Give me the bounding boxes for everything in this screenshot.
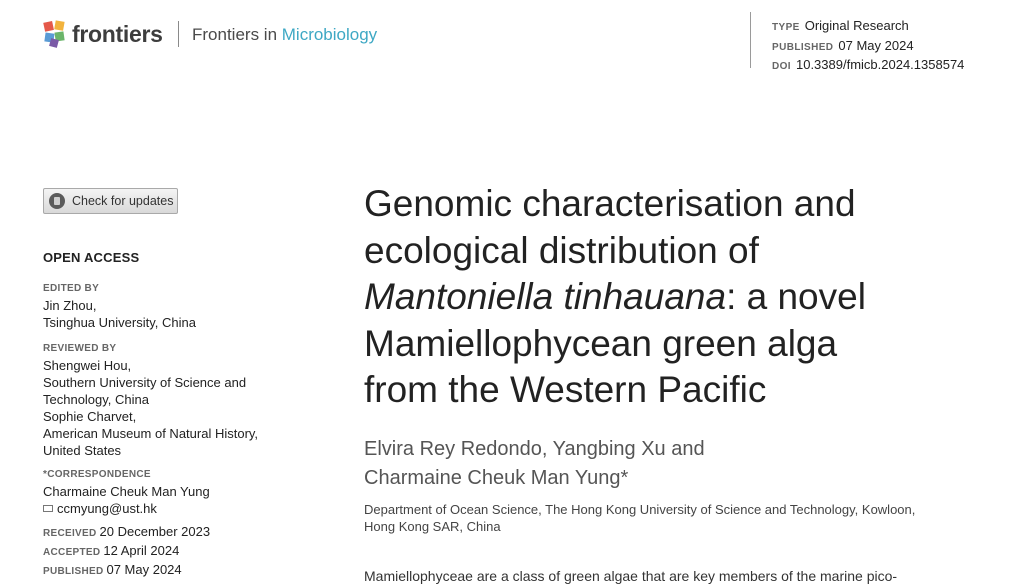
mail-icon <box>43 505 53 512</box>
editor-affiliation: Tsinghua University, China <box>43 315 196 330</box>
reviewer-line: American Museum of Natural History, <box>43 426 259 441</box>
date-received: RECEIVED 20 December 2023 <box>43 524 211 539</box>
meta-divider <box>750 12 751 68</box>
journal-subject: Microbiology <box>281 25 378 44</box>
correspondence-label: *CORRESPONDENCE <box>43 469 151 480</box>
correspondence-section <box>43 466 283 517</box>
author-list <box>364 435 964 492</box>
update-icon <box>49 193 65 209</box>
correspondent-email[interactable] <box>43 500 283 517</box>
reviewer-line: United States <box>43 443 122 458</box>
logo-wordmark: frontiers <box>72 20 163 47</box>
article-meta <box>772 17 964 76</box>
frontiers-logo-icon <box>43 20 67 48</box>
reviewer-line: Technology, China <box>43 392 149 407</box>
meta-published: PUBLISHED 07 May 2024 <box>772 37 914 53</box>
date-published: PUBLISHED 07 May 2024 <box>43 562 182 577</box>
frontiers-logo[interactable] <box>43 17 163 51</box>
edited-by-section <box>43 280 283 331</box>
species-name: Mantoniella tinhauana <box>364 276 727 317</box>
reviewer-line: Sophie Charvet, <box>43 409 137 424</box>
correspondent-name: Charmaine Cheuk Man Yung <box>43 484 210 499</box>
check-for-updates-button[interactable] <box>43 188 178 214</box>
journal-name[interactable] <box>192 25 377 45</box>
reviewed-by-section <box>43 340 283 459</box>
editor-name: Jin Zhou, <box>43 298 97 313</box>
reviewer-line: Southern University of Science and <box>43 375 247 390</box>
authors-line: Charmaine Cheuk Man Yung* <box>364 466 629 489</box>
edited-by-label: EDITED BY <box>43 283 100 294</box>
date-accepted: ACCEPTED 12 April 2024 <box>43 543 180 558</box>
email-link[interactable]: ccmyung@ust.hk <box>57 501 157 516</box>
authors-line: Elvira Rey Redondo, Yangbing Xu and <box>364 438 705 460</box>
abstract-start: Mamiellophyceae are a class of green algae that are key members of the marine pico- <box>364 568 898 584</box>
check-for-updates-label: Check for updates <box>72 194 174 208</box>
affiliation: Department of Ocean Science, The Hong Kong University of Science and Technology, Kowloon, Hong Kong SAR, China <box>364 502 916 534</box>
meta-doi[interactable]: DOI 10.3389/fmicb.2024.1358574 <box>772 57 965 72</box>
article-title: Genomic characterisation and ecological distribution of Mantoniella tinhauana: a novel Mamiellophycean green alga from the Western Pacific <box>364 183 866 410</box>
meta-type: TYPE Original Research <box>772 18 909 33</box>
dates-section <box>43 523 283 580</box>
open-access-label: OPEN ACCESS <box>43 250 140 265</box>
reviewed-by-label: REVIEWED BY <box>43 343 117 354</box>
header-divider <box>178 21 179 47</box>
reviewer-line: Shengwei Hou, <box>43 358 132 373</box>
journal-prefix: Frontiers in <box>192 25 282 44</box>
doi-link[interactable]: 10.3389/fmicb.2024.1358574 <box>795 57 965 72</box>
